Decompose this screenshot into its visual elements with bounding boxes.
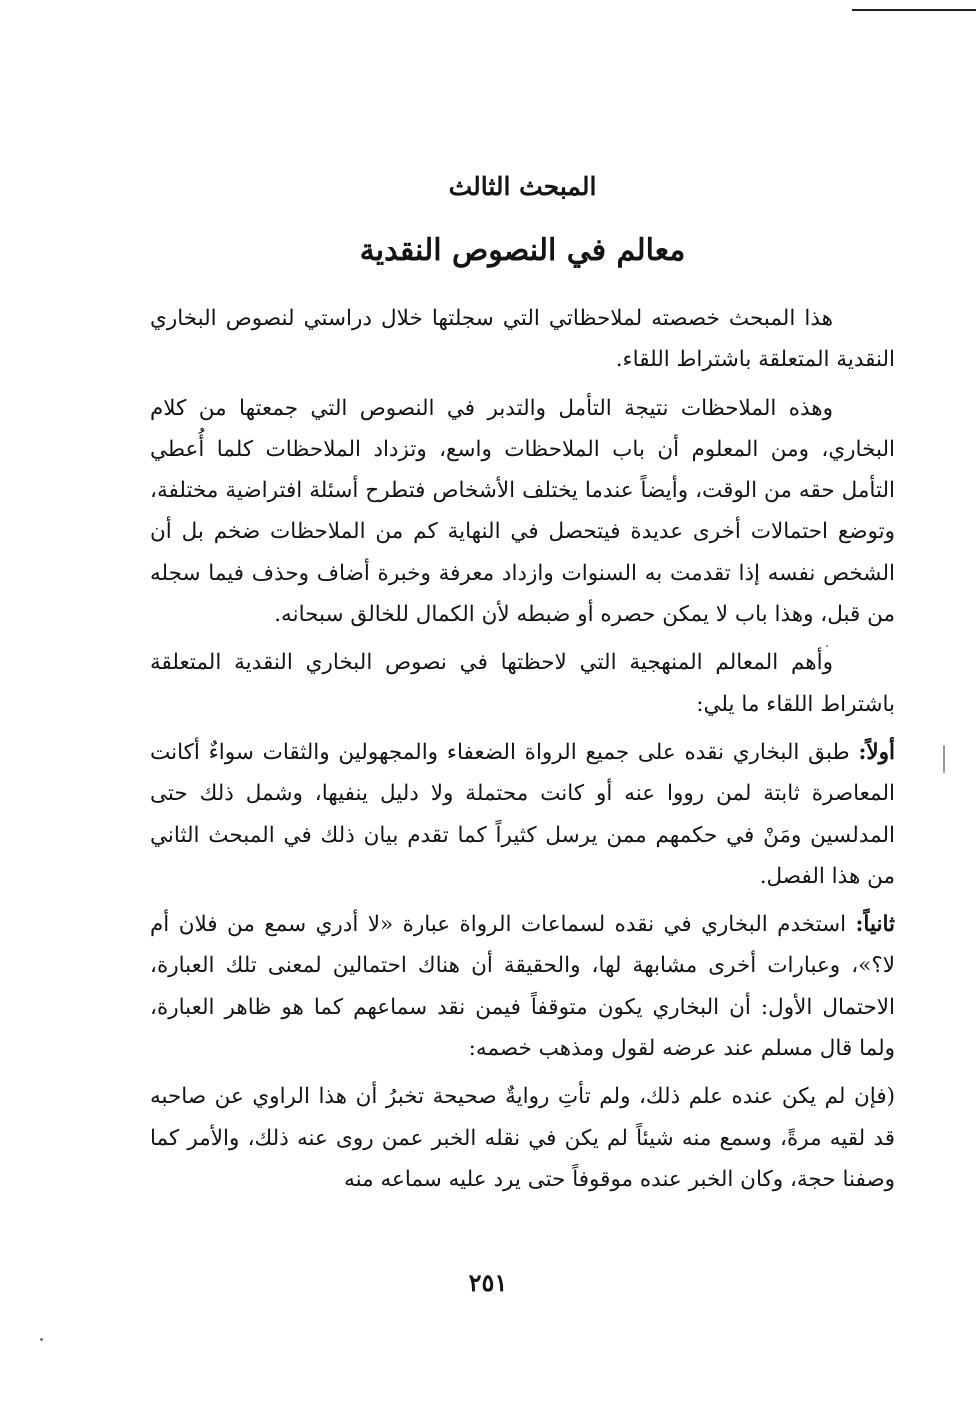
page-number: ٢٥١: [468, 1268, 508, 1297]
paragraph-second-point: [150, 904, 895, 1069]
paragraph-intro: [150, 298, 895, 381]
paragraph-text: هذا المبحث خصصته لملاحظاتي التي سجلتها خلال دراستي لنصوص البخاري النقدية المتعلقة باشتراط اللقاء.: [150, 306, 895, 373]
section-label: المبحث الثالث: [448, 172, 597, 201]
paragraph-key-features: [150, 642, 895, 725]
paragraph-text: (فإن لم يكن عنده علم ذلك، ولم تأتِ روايةٌ صحيحة تخبرُ أن هذا الراوي عن صاحبه قد لقيه مرةً، وسمع منه شيئاً لم يكن في نقله الخبر عمن روى عنه ذلك، والأمر كما وصفنا حجة، وكان الخبر عنده موقوفاً حتى يرد عليه سماعه منه: [150, 1084, 895, 1192]
scan-speck: [40, 1338, 43, 1341]
paragraph-text: طبق البخاري نقده على جميع الرواة الضعفاء والمجهولين والثقات سواءٌ أكانت المعاصرة ثابتة لمن رووا عنه أو كانت محتملة ولا دليل ينفيها، وشمل ذلك حتى المدلسين ومَنْ في حكمهم ممن يرسل كثيراً كما تقدم بيان ذلك في المبحث الثاني من هذا الفصل.: [150, 739, 895, 889]
paragraph-text: استخدم البخاري في نقده لسماعات الرواة عبارة «لا أدري سمع من فلان أم لا؟»، وعبارات أخرى مشابهة لها، والحقيقة أن هناك احتمالين لمعنى تلك العبارة، الاحتمال الأول: أن البخاري يكون متوقفاً فيمن نقد سماعهم كما هو ظاهر العبارة، ولما قال مسلم عند عرضه لقول ومذهب خصمه:: [150, 912, 895, 1062]
paragraph-quotation: [150, 1076, 895, 1200]
paragraph-text: وهذه الملاحظات نتيجة التأمل والتدبر في النصوص التي جمعتها من كلام البخاري، ومن المعلوم أن باب الملاحظات واسع، وتزداد الملاحظات كلما أُعطي التأمل حقه من الوقت، وأيضاً عندما يختلف الأشخاص فتطرح أسئلة افتراضية مختلفة، وتوضع احتمالات أخرى عديدة فيتحصل في النهاية كم من الملاحظات ضخم بل أن الشخص نفسه إذا تقدمت به السنوات وازداد معرفة وخبرة أضاف وحذف فيما سجله من قبل، وهذا باب لا يمكن حصره أو ضبطه لأن الكمال للخالق سبحانه.: [150, 395, 895, 628]
point-lead-first: أولاً:: [858, 739, 895, 765]
header-rule: [852, 9, 976, 11]
page-body: [150, 160, 895, 1207]
point-lead-second: ثانياً:: [855, 912, 895, 938]
section-title: معالم في النصوص النقدية: [359, 233, 686, 268]
paragraph-text: وأهم المعالم المنهجية التي لاحظتها في نصوص البخاري النقدية المتعلقة باشتراط اللقاء ما يلي:: [150, 650, 895, 717]
scan-speck: [943, 745, 945, 773]
paragraph-observations: [150, 388, 895, 636]
paragraph-first-point: [150, 732, 895, 897]
scan-speck: [826, 645, 828, 647]
